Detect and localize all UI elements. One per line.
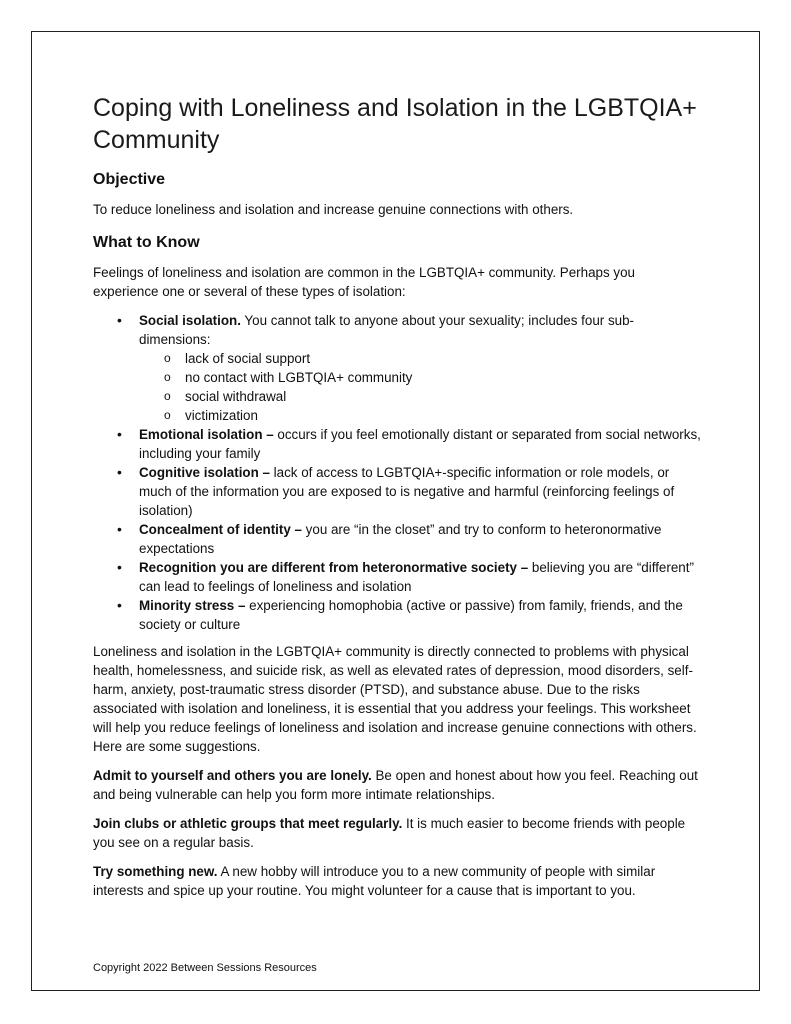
suggestion-text: Be open and honest about how you feel. Reaching out and being vulnerable can help you form more intimate relationships. (93, 768, 698, 802)
suggestion-paragraph (93, 766, 703, 804)
list-item-desc: believing you are “different” can lead to feelings of loneliness and isolation (139, 560, 694, 594)
list-item-desc: lack of access to LGBTQIA+-specific information or role models, or much of the information you are exposed to is negative and harmful (reinforcing feelings of isolation) (139, 465, 675, 518)
document-body (93, 92, 703, 910)
list-item-term: Minority stress – (139, 598, 246, 613)
suggestion-text: It is much easier to become friends with people you see on a regular basis. (93, 816, 686, 850)
sub-dimensions-list (139, 349, 703, 425)
suggestion-text: A new hobby will introduce you to a new community of people with similar interests and spice up your routine. You might volunteer for a cause that is important to you. (93, 864, 656, 898)
list-item-desc: occurs if you feel emotionally distant or separated from social networks, including your family (139, 427, 701, 461)
what-to-know-heading: What to Know (93, 234, 200, 251)
list-item (139, 520, 703, 558)
list-item (139, 596, 703, 634)
objective-text: To reduce loneliness and isolation and increase genuine connections with others. (93, 202, 574, 217)
objective-heading: Objective (93, 171, 166, 188)
list-item-desc: you are “in the closet” and try to conform to heteronormative expectations (139, 522, 662, 556)
list-item-term: Social isolation. (139, 313, 241, 328)
sub-list-item: o no contact with LGBTQIA+ community (185, 368, 703, 387)
suggestion-lead: Admit to yourself and others you are lonely. (93, 768, 372, 783)
suggestion-lead: Try something new. (93, 864, 218, 879)
what-to-know-intro: Feelings of loneliness and isolation are common in the LGBTQIA+ community. Perhaps you experience one or several of these types of isolation: (93, 265, 635, 299)
isolation-types-list (93, 311, 703, 634)
sub-list-item: o social withdrawal (185, 387, 703, 406)
closing-paragraph: Loneliness and isolation in the LGBTQIA+ community is directly connected to problems with physical health, homelessness, and suicide risk, as well as elevated rates of depression, mood disorders, self-harm, anxiety, post-traumatic stress disorder (PTSD), and substance abuse. Due to the risks associated with isolation and loneliness, it is essential that you address your feelings. This worksheet will help you reduce feelings of loneliness and isolation and increase genuine connections with others. Here are some suggestions. (93, 644, 697, 754)
sub-list-item: o victimization (185, 406, 703, 425)
copyright-footer: Copyright 2022 Between Sessions Resources (93, 962, 317, 974)
list-item-term: Concealment of identity – (139, 522, 302, 537)
list-item-term: Cognitive isolation – (139, 465, 270, 480)
list-item (139, 425, 703, 463)
list-item-term: Emotional isolation – (139, 427, 274, 442)
list-item-term: Recognition you are different from heteronormative society – (139, 560, 529, 575)
list-item-desc: You cannot talk to anyone about your sexuality; includes four sub-dimensions: (139, 313, 635, 347)
list-item (139, 311, 703, 425)
sub-list-item: o lack of social support (185, 349, 703, 368)
list-item (139, 463, 703, 520)
suggestion-paragraph (93, 862, 703, 900)
list-item (139, 558, 703, 596)
page-title: Coping with Loneliness and Isolation in the LGBTQIA+ Community (93, 94, 697, 154)
suggestion-paragraph (93, 814, 703, 852)
list-item-desc: experiencing homophobia (active or passive) from family, friends, and the society or culture (139, 598, 683, 632)
suggestion-lead: Join clubs or athletic groups that meet regularly. (93, 816, 403, 831)
